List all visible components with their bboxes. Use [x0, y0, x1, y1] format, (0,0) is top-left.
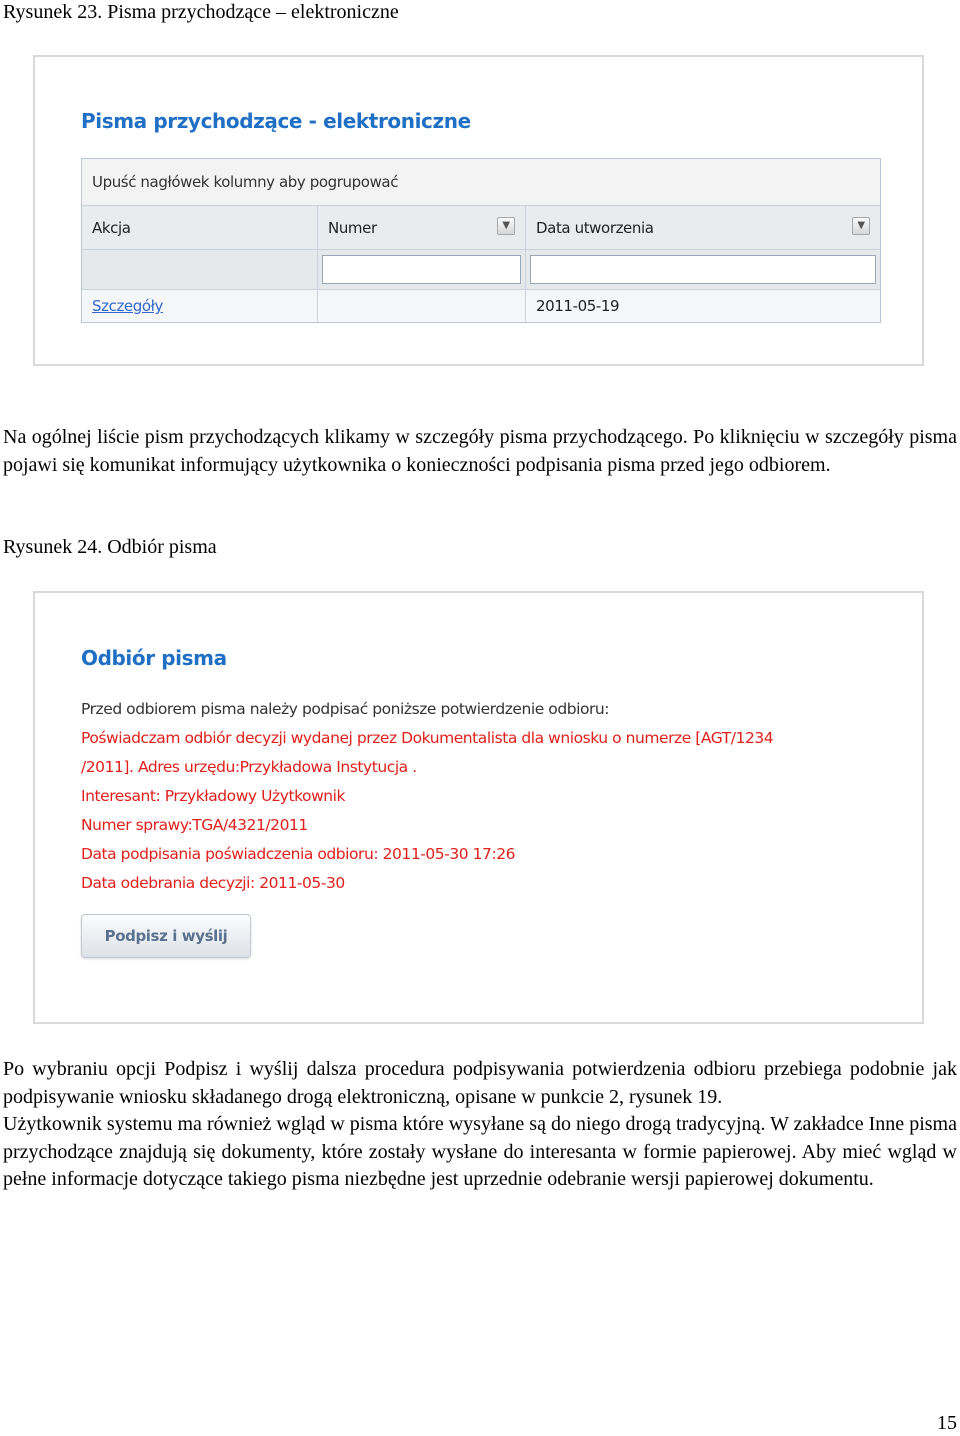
filter-cell-empty — [82, 250, 318, 289]
body-paragraph-2 — [3, 1056, 957, 1194]
filter-cell-number — [318, 250, 526, 289]
column-header-number[interactable] — [318, 206, 526, 249]
paragraph-text: Użytkownik systemu ma również wgląd w pisma które wysyłane są do niego drogą tradycyjną. W zakładce Inne pisma przychodzące znajdują się dokumenty, które zostały wysłane do interesanta w formie papierowej. Aby mieć wgląd w pełne informacje dotyczące takiego pisma niezbędne jest uprzednie odebranie wersji papierowej dokumentu. — [3, 1113, 957, 1190]
confirmation-line: /2011]. Adres urzędu:Przykładowa Instytucja . — [81, 758, 417, 776]
column-header-action[interactable] — [82, 206, 318, 249]
date-cell: 2011-05-19 — [536, 297, 620, 315]
paragraph-text: Na ogólnej liście pism przychodzących klikamy w szczegóły pisma przychodzącego. Po kliknięciu w szczegóły pisma pojawi się komunikat informujący użytkownika o konieczności podpisania pisma przed jego odbiorem. — [3, 426, 957, 476]
receive-title: Odbiór pisma — [81, 646, 227, 670]
grid-title: Pisma przychodzące - elektroniczne — [81, 109, 471, 133]
body-paragraph-1 — [3, 424, 957, 479]
incoming-letters-screenshot — [33, 55, 924, 366]
details-link[interactable]: Szczegóły — [92, 297, 163, 315]
letters-grid — [81, 158, 881, 323]
figure-caption-23: Rysunek 23. Pisma przychodzące – elektroniczne — [3, 1, 399, 23]
page-number: 15 — [937, 1412, 957, 1434]
confirmation-intro: Przed odbiorem pisma należy podpisać poniższe potwierdzenie odbioru: — [81, 700, 610, 718]
filter-cell-date — [526, 250, 880, 289]
column-header-label: Data utworzenia — [536, 219, 654, 237]
grid-header-row — [82, 206, 880, 250]
column-header-label: Akcja — [92, 219, 131, 237]
sign-and-send-button[interactable]: Podpisz i wyślij — [81, 914, 251, 958]
grid-filter-row — [82, 250, 880, 290]
column-header-label: Numer — [328, 219, 377, 237]
confirmation-line: Numer sprawy:TGA/4321/2011 — [81, 816, 308, 834]
table-row — [82, 290, 880, 322]
number-cell — [318, 290, 526, 322]
column-menu-arrow-icon[interactable]: ▼ — [852, 217, 870, 235]
column-menu-arrow-icon[interactable]: ▼ — [497, 217, 515, 235]
group-drop-area[interactable]: Upuść nagłówek kolumny aby pogrupować — [82, 159, 880, 206]
date-filter-input[interactable] — [530, 255, 876, 284]
figure-caption-24: Rysunek 24. Odbiór pisma — [3, 536, 217, 558]
paragraph-text: Po wybraniu opcji Podpisz i wyślij dalsza procedura podpisywania potwierdzenia odbioru przebiega podobnie jak podpisywanie wniosku składanego drogą elektroniczną, opisane w punkcie 2, rysunek 19. — [3, 1058, 957, 1108]
confirmation-message — [81, 695, 773, 898]
column-header-date[interactable] — [526, 206, 880, 249]
confirmation-line: Data podpisania poświadczenia odbioru: 2011-05-30 17:26 — [81, 845, 516, 863]
confirmation-line: Interesant: Przykładowy Użytkownik — [81, 787, 346, 805]
receive-letter-screenshot — [33, 591, 924, 1024]
action-cell — [82, 290, 318, 322]
number-filter-input[interactable] — [322, 255, 521, 284]
confirmation-line: Data odebrania decyzji: 2011-05-30 — [81, 874, 345, 892]
confirmation-line: Poświadczam odbiór decyzji wydanej przez Dokumentalista dla wniosku o numerze [AGT/1234 — [81, 729, 774, 747]
